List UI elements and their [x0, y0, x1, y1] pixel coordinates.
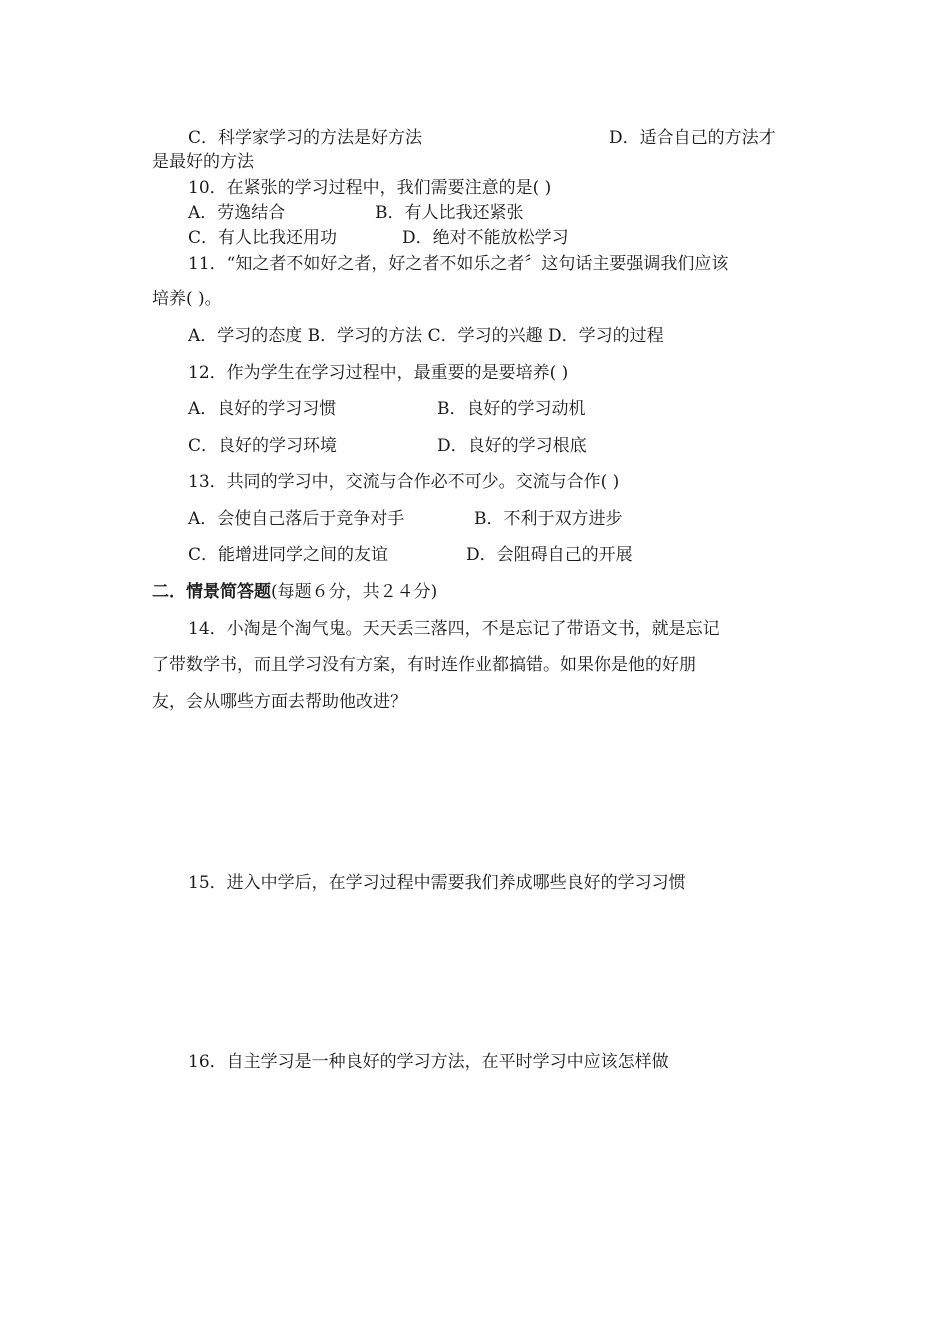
q12-option-c: C．良好的学习环境	[188, 436, 338, 456]
q13-option-c: C．能增进同学之间的友谊	[188, 545, 389, 565]
q16-stem: 16．自主学习是一种良好的学习方法，在平时学习中应该怎样做	[188, 1052, 669, 1072]
section-2-note: (每题６分，共２４分)	[271, 582, 438, 602]
q10-option-c: C．有人比我还用功	[188, 228, 338, 248]
q12-option-d: D．良好的学习根底	[437, 436, 587, 456]
q12-stem: 12．作为学生在学习过程中，最重要的是要培养( )	[188, 363, 569, 383]
q13-stem: 13．共同的学习中，交流与合作必不可少。交流与合作( )	[188, 472, 620, 492]
q10-stem: 10．在紧张的学习过程中，我们需要注意的是( )	[188, 178, 552, 198]
q13-option-d: D．会阻碍自己的开展	[466, 545, 633, 565]
q14-line-1: 14．小淘是个淘气鬼。天天丢三落四，不是忘记了带语文书，就是忘记	[188, 619, 720, 639]
section-2-title: 二．情景简答题	[152, 582, 271, 602]
q13-option-a: A．会使自己落后于竞争对手	[188, 509, 405, 529]
q9-option-c: C．科学家学习的方法是好方法	[188, 128, 423, 148]
q12-option-a: A．良好的学习习惯	[188, 399, 337, 419]
q11-options: A．学习的态度 B．学习的方法 C．学习的兴趣 D．学习的过程	[188, 326, 664, 346]
q11-stem-cont: 培养( )。	[152, 289, 222, 309]
q10-option-b: B．有人比我还紧张	[375, 203, 524, 223]
q14-line-3: 友，会从哪些方面去帮助他改进？	[152, 692, 407, 712]
q12-option-b: B．良好的学习动机	[437, 399, 586, 419]
q14-line-2: 了带数学书，而且学习没有方案，有时连作业都搞错。如果你是他的好朋	[152, 655, 696, 675]
q10-option-a: A．劳逸结合	[188, 203, 286, 223]
q9-option-d-cont: 是最好的方法	[152, 152, 254, 172]
q11-stem: 11．“知之者不如好之者，好之者不如乐之者〞这句话主要强调我们应该	[188, 254, 729, 274]
q13-option-b: B．不利于双方进步	[474, 509, 623, 529]
q9-option-d: D．适合自己的方法才	[609, 128, 776, 148]
section-2-heading	[152, 580, 437, 604]
q10-option-d: D．绝对不能放松学习	[402, 228, 569, 248]
q15-stem: 15．进入中学后，在学习过程中需要我们养成哪些良好的学习习惯	[188, 873, 686, 893]
